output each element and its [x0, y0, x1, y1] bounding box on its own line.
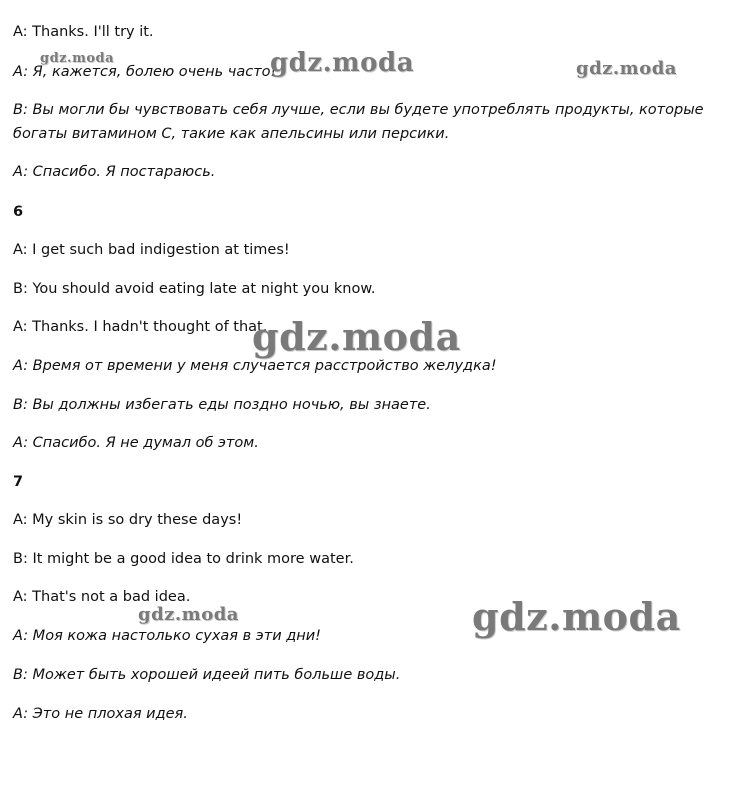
- dialogue-line-en: A: Thanks. I'll try it.: [13, 24, 154, 40]
- watermark-logo: gdz.moda: [472, 594, 681, 639]
- watermark-logo: gdz.moda: [40, 51, 115, 66]
- dialogue-line-en: A: That's not a bad idea.: [13, 589, 191, 605]
- watermark-logo: gdz.moda: [270, 48, 415, 78]
- section-number: 6: [13, 204, 24, 220]
- dialogue-line-en: A: Thanks. I hadn't thought of that.: [13, 319, 268, 335]
- dialogue-line-ru: A: Спасибо. Я постараюсь.: [13, 164, 216, 180]
- watermark-logo: gdz.moda: [138, 604, 239, 625]
- dialogue-line-ru: A: Это не плохая идея.: [13, 706, 188, 722]
- dialogue-line-ru: B: Вы должны избегать еды поздно ночью, вы знаете.: [13, 397, 431, 413]
- dialogue-line-ru: A: Моя кожа настолько сухая в эти дни!: [13, 628, 321, 644]
- dialogue-line-en: B: You should avoid eating late at night you know.: [13, 281, 376, 297]
- dialogue-line-ru: A: Спасибо. Я не думал об этом.: [13, 435, 259, 451]
- dialogue-line-ru: A: Время от времени у меня случается расстройство желудка!: [13, 358, 497, 374]
- watermark-logo: gdz.moda: [576, 58, 677, 79]
- dialogue-line-ru: B: Может быть хорошей идеей пить больше воды.: [13, 667, 401, 683]
- dialogue-line-en: A: I get such bad indigestion at times!: [13, 242, 290, 258]
- section-number: 7: [13, 474, 24, 490]
- dialogue-line-en: A: My skin is so dry these days!: [13, 512, 243, 528]
- dialogue-line-ru: B: Вы могли бы чувствовать себя лучше, если вы будете употреблять продукты, которые богаты витамином С, такие как апельсины или персики.: [13, 102, 704, 142]
- dialogue-line-en: B: It might be a good idea to drink more water.: [13, 551, 354, 567]
- dialogue-line-ru: A: Я, кажется, болею очень часто!: [13, 64, 277, 80]
- watermark-logo: gdz.moda: [252, 314, 461, 359]
